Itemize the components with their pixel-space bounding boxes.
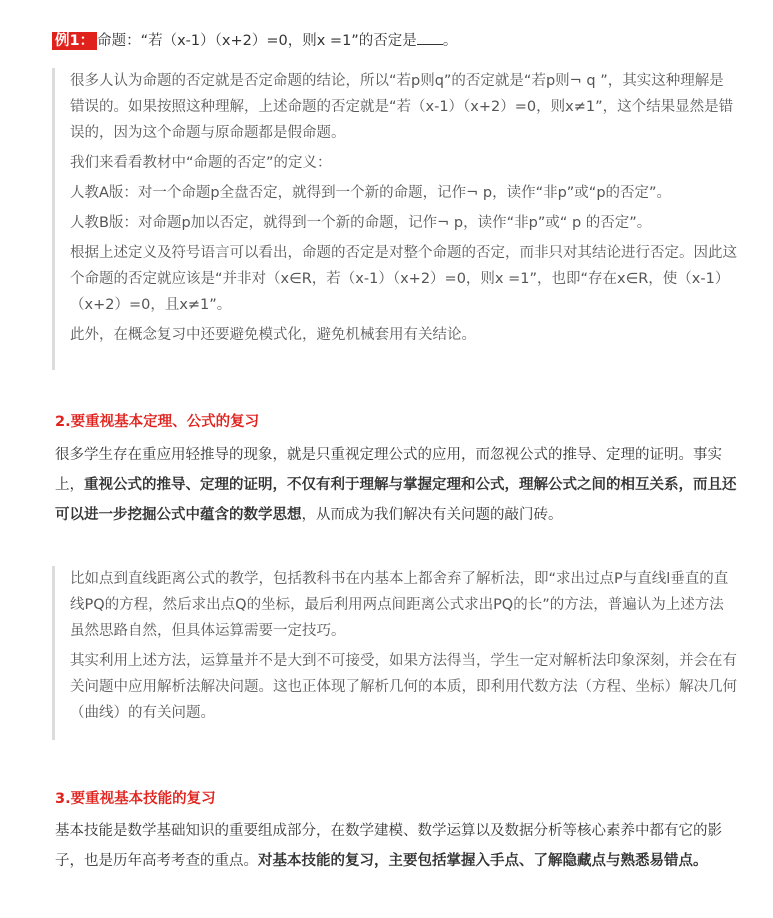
section-2-paragraph [55, 440, 740, 530]
section2-text-1: 很多学生存在重应用轻推导的现象，就是只重视定理公式的应用，而忽视公式的推导、定理的证明。事实上， [55, 447, 722, 493]
quote-block-2 [52, 566, 738, 740]
section3-bold-text: 对基本技能的复习，主要包括掌握入手点、了解隐藏点与熟悉易错点。 [258, 853, 708, 869]
example-end: 。 [442, 33, 458, 49]
section2-text-2: ，从而成为我们解决有关问题的敲门砖。 [301, 507, 563, 523]
quote2-para-1: 比如点到直线距离公式的教学，包括教科书在内基本上都舍弃了解析法，即“求出过点P与直线l垂直的直线PQ的方程，然后求出点Q的坐标，最后利用两点间距离公式求出PQ的长”的方法，普遍认为上述方法虽然思路自然，但具体运算需要一定技巧。 [70, 571, 729, 639]
quote1-para-4: 人教B版：对命题p加以否定，就得到一个新的命题，记作¬ p，读作“非p”或“ p 的否定”。 [70, 215, 652, 231]
section-2-heading: 2.要重视基本定理、公式的复习 [55, 414, 260, 430]
quote-block-1 [52, 68, 738, 370]
example-line [52, 30, 457, 52]
quote1-para-5: 根据上述定义及符号语言可以看出，命题的否定是对整个命题的否定，而非只对其结论进行否定。因此这个命题的否定就应该是“并非对（x∈R，若（x-1）（x+2）=0，则x =1”，也即“存在x∈R，使（x-1）（x+2）=0，且x≠1”。 [70, 245, 737, 313]
section-3-heading: 3.要重视基本技能的复习 [55, 791, 216, 807]
quote1-para-3: 人教A版：对一个命题p全盘否定，就得到一个新的命题，记作¬ p，读作“非p”或“p的否定”。 [70, 185, 672, 201]
section2-bold-text: 重视公式的推导、定理的证明，不仅有利于理解与掌握定理和公式，理解公式之间的相互关系，而且还可以进一步挖掘公式中蕴含的数学思想 [55, 477, 737, 523]
quote1-para-6: 此外，在概念复习中还要避免模式化，避免机械套用有关结论。 [70, 327, 476, 343]
answer-blank [417, 30, 443, 45]
section-3-paragraph [55, 816, 740, 876]
quote2-para-2: 其实利用上述方法，运算量并不是大到不可接受，如果方法得当，学生一定对解析法印象深刻，并会在有关问题中应用解析法解决问题。这也正体现了解析几何的本质，即利用代数方法（方程、坐标）解决几何（曲线）的有关问题。 [70, 653, 737, 721]
quote1-para-1: 很多人认为命题的否定就是否定命题的结论，所以“若p则q”的否定就是“若p则¬ q ”，其实这种理解是错误的。如果按照这种理解，上述命题的否定就是“若（x-1）（x+2）=0，则x≠1”，这个结果显然是错误的，因为这个命题与原命题都是假命题。 [70, 73, 734, 141]
example-question: 命题：“若（x-1）（x+2）=0，则x =1”的否定是 [97, 33, 417, 49]
example-tag: 例1： [52, 32, 97, 50]
quote1-para-2: 我们来看看教材中“命题的否定”的定义： [70, 155, 332, 171]
section3-text: 基本技能是数学基础知识的重要组成部分，在数学建模、数学运算以及数据分析等核心素养中都有它的影子，也是历年高考考查的重点。 [55, 823, 722, 869]
